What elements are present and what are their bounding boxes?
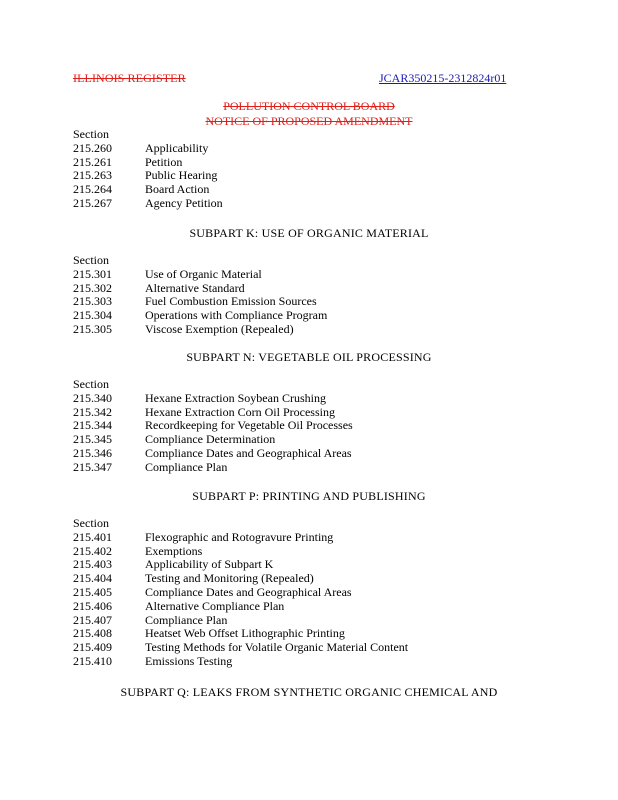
section-number: 215.407	[73, 612, 112, 627]
section-number: 215.408	[73, 626, 112, 641]
jcar-link[interactable]: JCAR350215-2312824r01	[379, 71, 507, 85]
section-title: Recordkeeping for Vegetable Oil Processes	[145, 418, 353, 433]
section-row	[73, 392, 553, 406]
section-row	[73, 586, 553, 600]
section-row	[73, 614, 553, 628]
section-title: Use of Organic Material	[145, 266, 262, 281]
section-number: 215.410	[73, 653, 112, 668]
section-row	[73, 531, 553, 545]
section-list-subpart-n	[73, 378, 553, 475]
section-row	[73, 558, 553, 572]
section-title: Applicability	[145, 140, 209, 155]
section-label: Section	[73, 377, 109, 391]
section-row	[73, 268, 553, 282]
section-row	[73, 433, 553, 447]
section-row	[73, 169, 553, 183]
section-title: Agency Petition	[145, 195, 223, 210]
section-number: 215.305	[73, 321, 112, 336]
section-row	[73, 295, 553, 309]
subpart-q-heading: SUBPART Q: LEAKS FROM SYNTHETIC ORGANIC CHEMICAL AND	[120, 685, 498, 699]
section-row	[73, 142, 553, 156]
section-number: 215.401	[73, 529, 112, 544]
section-title: Viscose Exemption (Repealed)	[145, 321, 294, 336]
section-row	[73, 323, 553, 337]
section-title: Hexane Extraction Soybean Crushing	[145, 390, 326, 405]
section-title: Fuel Combustion Emission Sources	[145, 294, 317, 309]
section-number: 215.406	[73, 598, 112, 613]
section-list-general	[73, 128, 553, 211]
subpart-n-heading: SUBPART N: VEGETABLE OIL PROCESSING	[186, 350, 432, 364]
section-title: Compliance Plan	[145, 459, 228, 474]
section-row	[73, 282, 553, 296]
section-title: Emissions Testing	[145, 653, 233, 668]
section-title: Compliance Determination	[145, 432, 276, 447]
section-number: 215.346	[73, 445, 112, 460]
section-title: Alternative Compliance Plan	[145, 598, 285, 613]
section-number: 215.344	[73, 418, 112, 433]
section-number: 215.345	[73, 432, 112, 447]
section-number: 215.347	[73, 459, 112, 474]
subpart-p-heading: SUBPART P: PRINTING AND PUBLISHING	[192, 489, 426, 503]
section-list-subpart-p	[73, 517, 553, 669]
section-title: Hexane Extraction Corn Oil Processing	[145, 404, 335, 419]
section-title: Operations with Compliance Program	[145, 308, 328, 323]
subpart-k-heading: SUBPART K: USE OF ORGANIC MATERIAL	[189, 226, 429, 240]
section-row	[73, 655, 553, 669]
section-title: Petition	[145, 154, 183, 169]
section-number: 215.303	[73, 294, 112, 309]
section-row	[73, 419, 553, 433]
section-title: Alternative Standard	[145, 280, 245, 295]
section-number: 215.402	[73, 543, 112, 558]
section-row	[73, 627, 553, 641]
section-row	[73, 183, 553, 197]
section-title: Compliance Dates and Geographical Areas	[145, 445, 352, 460]
section-number: 215.304	[73, 308, 112, 323]
section-row	[73, 545, 553, 559]
section-row	[73, 447, 553, 461]
section-list-subpart-k	[73, 254, 553, 337]
section-number: 215.260	[73, 140, 112, 155]
section-number: 215.263	[73, 168, 112, 183]
section-number: 215.342	[73, 404, 112, 419]
agency-title: POLLUTION CONTROL BOARD	[223, 99, 395, 113]
section-label: Section	[73, 127, 109, 141]
section-number: 215.340	[73, 390, 112, 405]
section-title: Public Hearing	[145, 168, 218, 183]
section-number: 215.301	[73, 266, 112, 281]
section-title: Exemptions	[145, 543, 203, 558]
section-title: Testing and Monitoring (Repealed)	[145, 571, 314, 586]
section-number: 215.409	[73, 640, 112, 655]
section-row	[73, 309, 553, 323]
section-number: 215.302	[73, 280, 112, 295]
section-title: Compliance Plan	[145, 612, 228, 627]
section-number: 215.261	[73, 154, 112, 169]
register-header: ILLINOIS REGISTER	[73, 71, 186, 85]
section-title: Board Action	[145, 182, 210, 197]
section-row	[73, 156, 553, 170]
section-title: Heatset Web Offset Lithographic Printing	[145, 626, 345, 641]
section-number: 215.403	[73, 557, 112, 572]
section-row	[73, 641, 553, 655]
section-number: 215.267	[73, 195, 112, 210]
section-number: 215.264	[73, 182, 112, 197]
section-row	[73, 461, 553, 475]
section-title: Applicability of Subpart K	[145, 557, 274, 572]
section-label: Section	[73, 516, 109, 530]
section-row	[73, 572, 553, 586]
section-title: Compliance Dates and Geographical Areas	[145, 584, 352, 599]
section-row	[73, 406, 553, 420]
section-title: Testing Methods for Volatile Organic Material Content	[145, 640, 409, 655]
section-title: Flexographic and Rotogravure Printing	[145, 529, 334, 544]
section-row	[73, 600, 553, 614]
section-number: 215.405	[73, 584, 112, 599]
section-label: Section	[73, 253, 109, 267]
section-number: 215.404	[73, 571, 112, 586]
section-row	[73, 197, 553, 211]
notice-title: NOTICE OF PROPOSED AMENDMENT	[205, 114, 413, 128]
